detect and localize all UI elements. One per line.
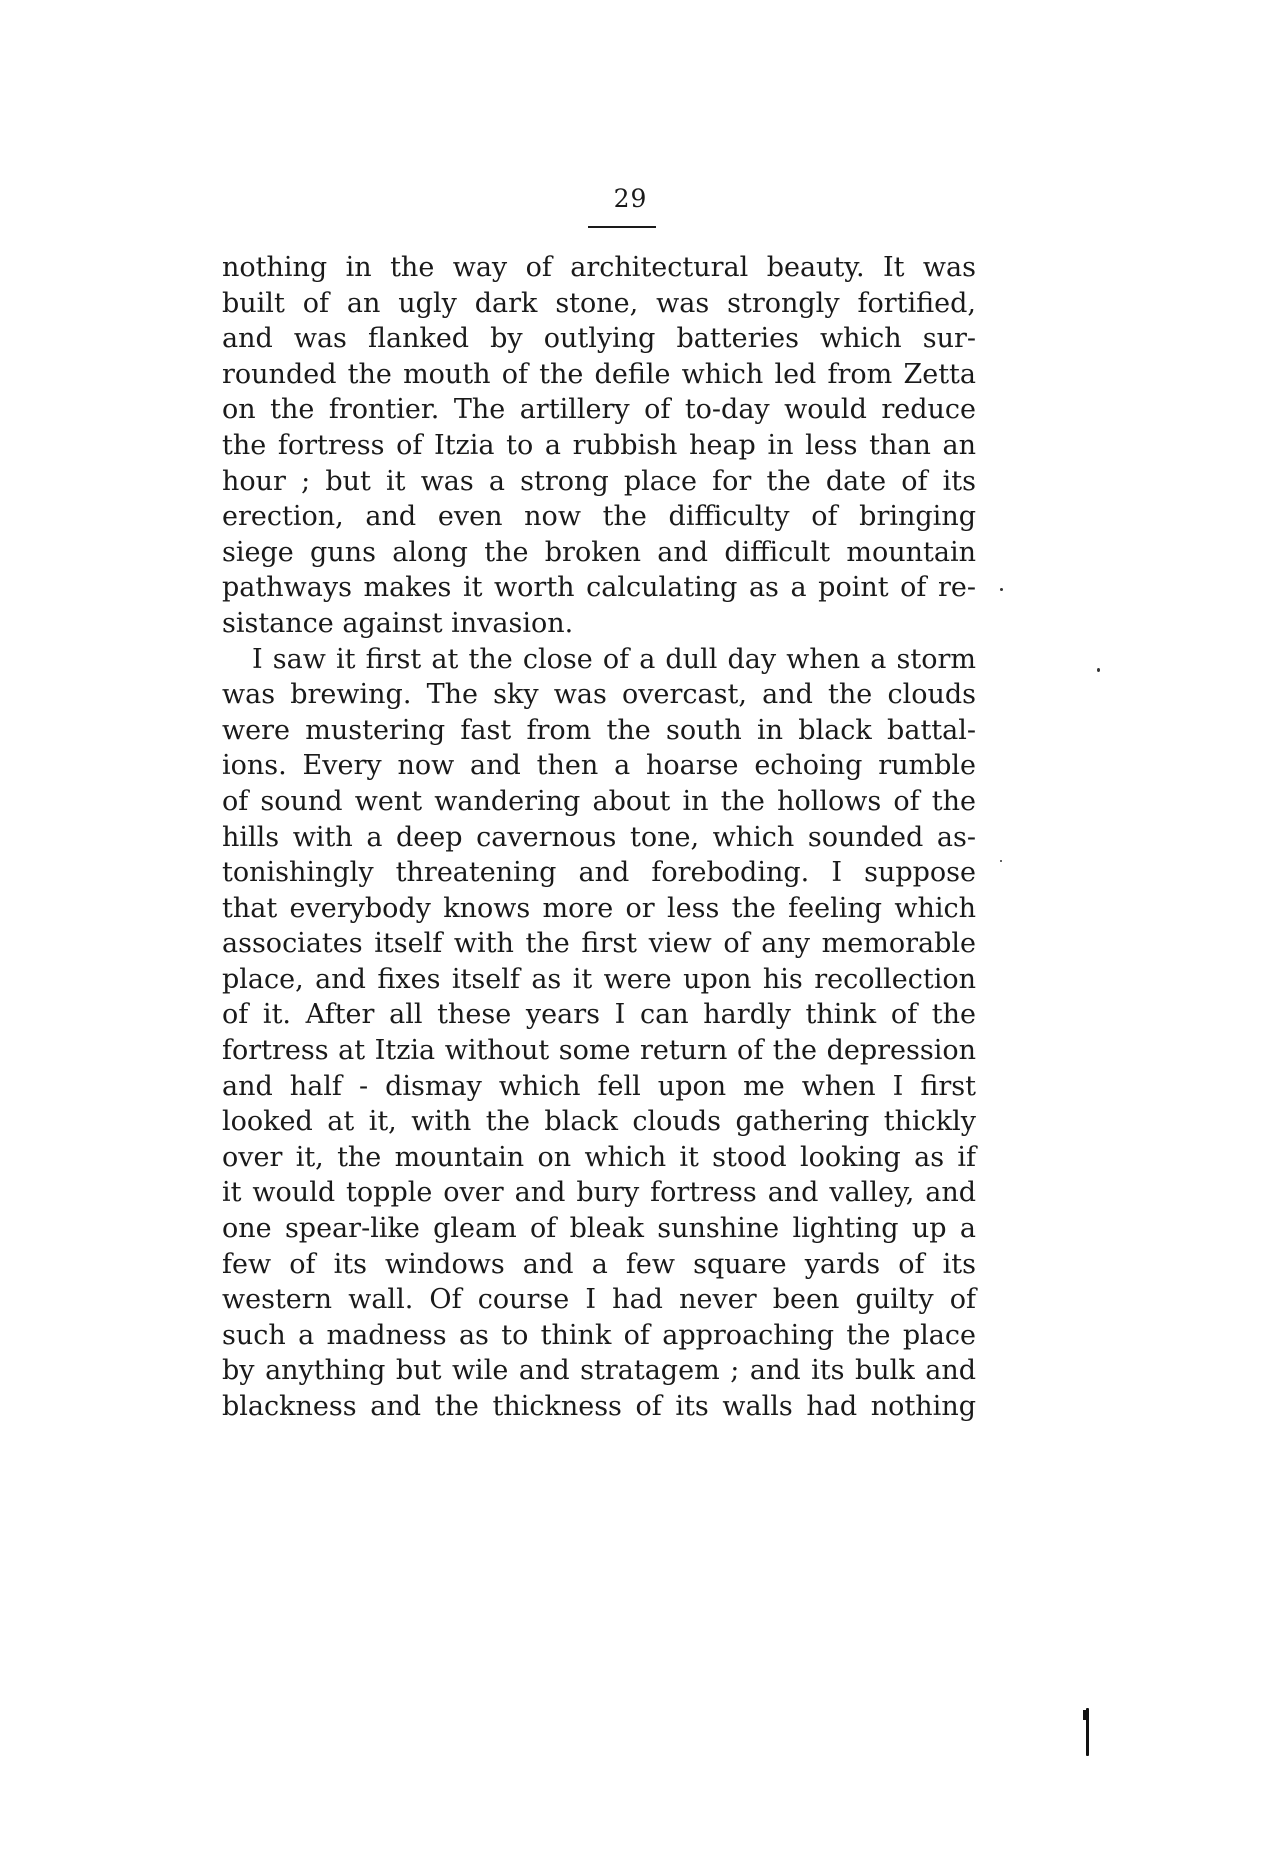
text-line: that everybody knows more or less the feeling which bbox=[222, 892, 976, 924]
text-line: rounded the mouth of the defile which led from Zetta bbox=[222, 358, 976, 390]
ink-speck bbox=[1000, 588, 1003, 591]
text-line: western wall. Of course I had never been guilty of bbox=[222, 1284, 976, 1316]
text-line: were mustering fast from the south in black battal- bbox=[222, 714, 976, 746]
paragraph-1 bbox=[222, 250, 976, 642]
ink-speck bbox=[1000, 860, 1002, 862]
text-line: of sound went wandering about in the hollows of the bbox=[222, 785, 976, 817]
text-line: looked at it, with the black clouds gathering thickly bbox=[222, 1106, 976, 1138]
text-line: sistance against invasion. bbox=[222, 607, 574, 639]
ink-speck bbox=[1097, 668, 1100, 672]
text-line: was brewing. The sky was overcast, and the clouds bbox=[222, 679, 976, 711]
text-line: erection, and even now the difficulty of bringing bbox=[222, 501, 976, 533]
text-line: I saw it first at the close of a dull day when a storm bbox=[252, 643, 976, 675]
margin-ink-mark bbox=[1086, 1708, 1089, 1756]
text-line: few of its windows and a few square yards of its bbox=[222, 1248, 976, 1280]
body-text bbox=[222, 250, 976, 1425]
text-line: on the frontier. The artillery of to-day would reduce bbox=[222, 394, 976, 426]
text-line: fortress at Itzia without some return of the depression bbox=[222, 1035, 976, 1067]
text-line: ions. Every now and then a hoarse echoing rumble bbox=[222, 750, 976, 782]
text-line: place, and fixes itself as it were upon his recollection bbox=[222, 963, 976, 995]
text-line: hour ; but it was a strong place for the date of its bbox=[222, 465, 976, 497]
text-line: and was flanked by outlying batteries which sur- bbox=[222, 323, 976, 355]
text-line: of it. After all these years I can hardly think of the bbox=[222, 999, 976, 1031]
text-line: siege guns along the broken and difficult mountain bbox=[222, 536, 976, 568]
text-line: over it, the mountain on which it stood looking as if bbox=[222, 1141, 976, 1173]
text-line: pathways makes it worth calculating as a point of re- bbox=[222, 572, 976, 604]
text-line: nothing in the way of architectural beauty. It was bbox=[222, 252, 976, 283]
paragraph-2 bbox=[222, 642, 976, 1425]
text-line: it would topple over and bury fortress and valley, and bbox=[222, 1177, 976, 1209]
text-line: blackness and the thickness of its walls had nothing bbox=[222, 1391, 976, 1422]
text-line: associates itself with the first view of any memorable bbox=[222, 928, 976, 960]
text-line: hills with a deep cavernous tone, which sounded as- bbox=[222, 821, 976, 853]
text-line: by anything but wile and stratagem ; and its bulk and bbox=[222, 1355, 976, 1387]
text-line: tonishingly threatening and foreboding. I suppose bbox=[222, 857, 976, 889]
text-line: such a madness as to think of approaching the place bbox=[222, 1319, 976, 1351]
text-line: the fortress of Itzia to a rubbish heap in less than an bbox=[222, 429, 976, 461]
page-number-rule bbox=[588, 226, 656, 228]
text-line: one spear-like gleam of bleak sunshine lighting up a bbox=[222, 1213, 976, 1245]
page-number: 29 bbox=[613, 184, 648, 213]
text-line: built of an ugly dark stone, was strongly fortified, bbox=[222, 287, 976, 319]
text-line: and half - dismay which fell upon me when I first bbox=[222, 1070, 976, 1102]
